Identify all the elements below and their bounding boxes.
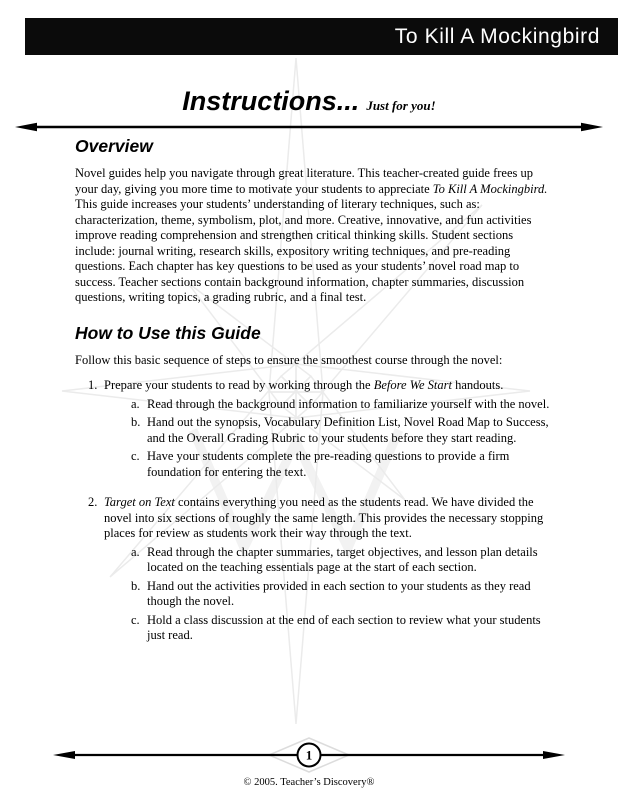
step-1-text-pre: Prepare your students to read by working through the — [104, 378, 374, 392]
step-2-text-post: contains everything you need as the students read. We have divided the novel into six sections of roughly the same length. This provides the necessary stopping places for review as students work their way through the text. — [104, 495, 544, 540]
step-2c-text: Hold a class discussion at the end of each section to review what your students just read. — [147, 612, 541, 642]
document-body — [75, 136, 551, 644]
overview-heading: Overview — [75, 136, 153, 156]
step-2 — [75, 495, 551, 644]
step-1b-text: Hand out the synopsis, Vocabulary Definition List, Novel Road Map to Success, and the Overall Grading Rubric to your students before they start reading. — [147, 415, 549, 445]
step-2a-text: Read through the chapter summaries, target objectives, and lesson plan details located on the teaching essentials page at the start of each section. — [147, 544, 538, 574]
step-2a — [104, 545, 551, 576]
step-1 — [75, 378, 551, 480]
step-2b — [104, 579, 551, 610]
overview-text-2: This guide increases your students’ understanding of literary techniques, such as: characterization, theme, symbolism, plot, and more. Creative, innovative, and fun activities improve reading comprehension and strengthen critical thinking skills. Student sections include: journal writing, research skills, expository writing techniques, and pre-reading questions. Each chapter has key questions to be used as your students’ novel road map to success. Teacher sections contain background information, chapter summaries, discussion questions, writing topics, a grading rubric, and a final test. — [75, 197, 532, 304]
how-to-intro: Follow this basic sequence of steps to ensure the smoothest course through the novel: — [75, 352, 503, 367]
step-1-body — [104, 378, 551, 480]
step-2b-marker: b. — [131, 578, 141, 593]
instructions-banner — [0, 86, 618, 117]
step-1c — [104, 449, 551, 480]
step-1-text-em: Before We Start — [373, 378, 452, 392]
step-2c-marker: c. — [131, 612, 140, 627]
overview-paragraph — [75, 166, 551, 306]
step-2-text-em: Target on Text — [104, 495, 175, 509]
step-1c-marker: c. — [131, 449, 140, 463]
book-title-inline: To Kill A Mockingbird. — [432, 181, 548, 196]
footer-arrow-area — [0, 737, 618, 773]
step-2-marker: 2. — [88, 495, 98, 509]
step-1-marker: 1. — [88, 378, 98, 392]
step-2a-marker: a. — [131, 544, 140, 559]
double-arrow-divider — [0, 120, 618, 134]
copyright-line: © 2005. Teacher’s Discovery® — [243, 777, 375, 788]
step-2-text — [104, 495, 551, 542]
how-to-heading: How to Use this Guide — [75, 322, 261, 343]
banner-subtitle: Just for you! — [366, 98, 436, 113]
step-1a-marker: a. — [131, 396, 140, 411]
step-1c-text: Have your students complete the pre-reading questions to provide a firm foundation for entering the text. — [147, 449, 510, 479]
step-2-body — [104, 495, 551, 644]
book-title: To Kill A Mockingbird — [394, 24, 600, 48]
step-1a-text: Read through the background information to familiarize yourself with the novel. — [147, 396, 550, 411]
step-2b-text: Hand out the activities provided in each section to your students as they read though the novel. — [147, 578, 531, 608]
step-1a — [104, 397, 551, 413]
step-1b — [104, 415, 551, 446]
step-1-text-post: handouts. — [451, 378, 504, 392]
step-1-text — [104, 378, 551, 394]
page-number: 1 — [305, 747, 313, 762]
book-title-bar — [25, 18, 618, 55]
page-footer — [0, 737, 618, 788]
page-number-badge — [297, 743, 322, 768]
banner-title: Instructions... — [182, 86, 360, 116]
step-1b-marker: b. — [131, 415, 141, 429]
step-2c — [104, 613, 551, 644]
overview-text-1: Novel guides help you navigate through great literature. This teacher-created guide frees up your day, giving you more time to motivate your students to appreciate — [75, 166, 534, 196]
